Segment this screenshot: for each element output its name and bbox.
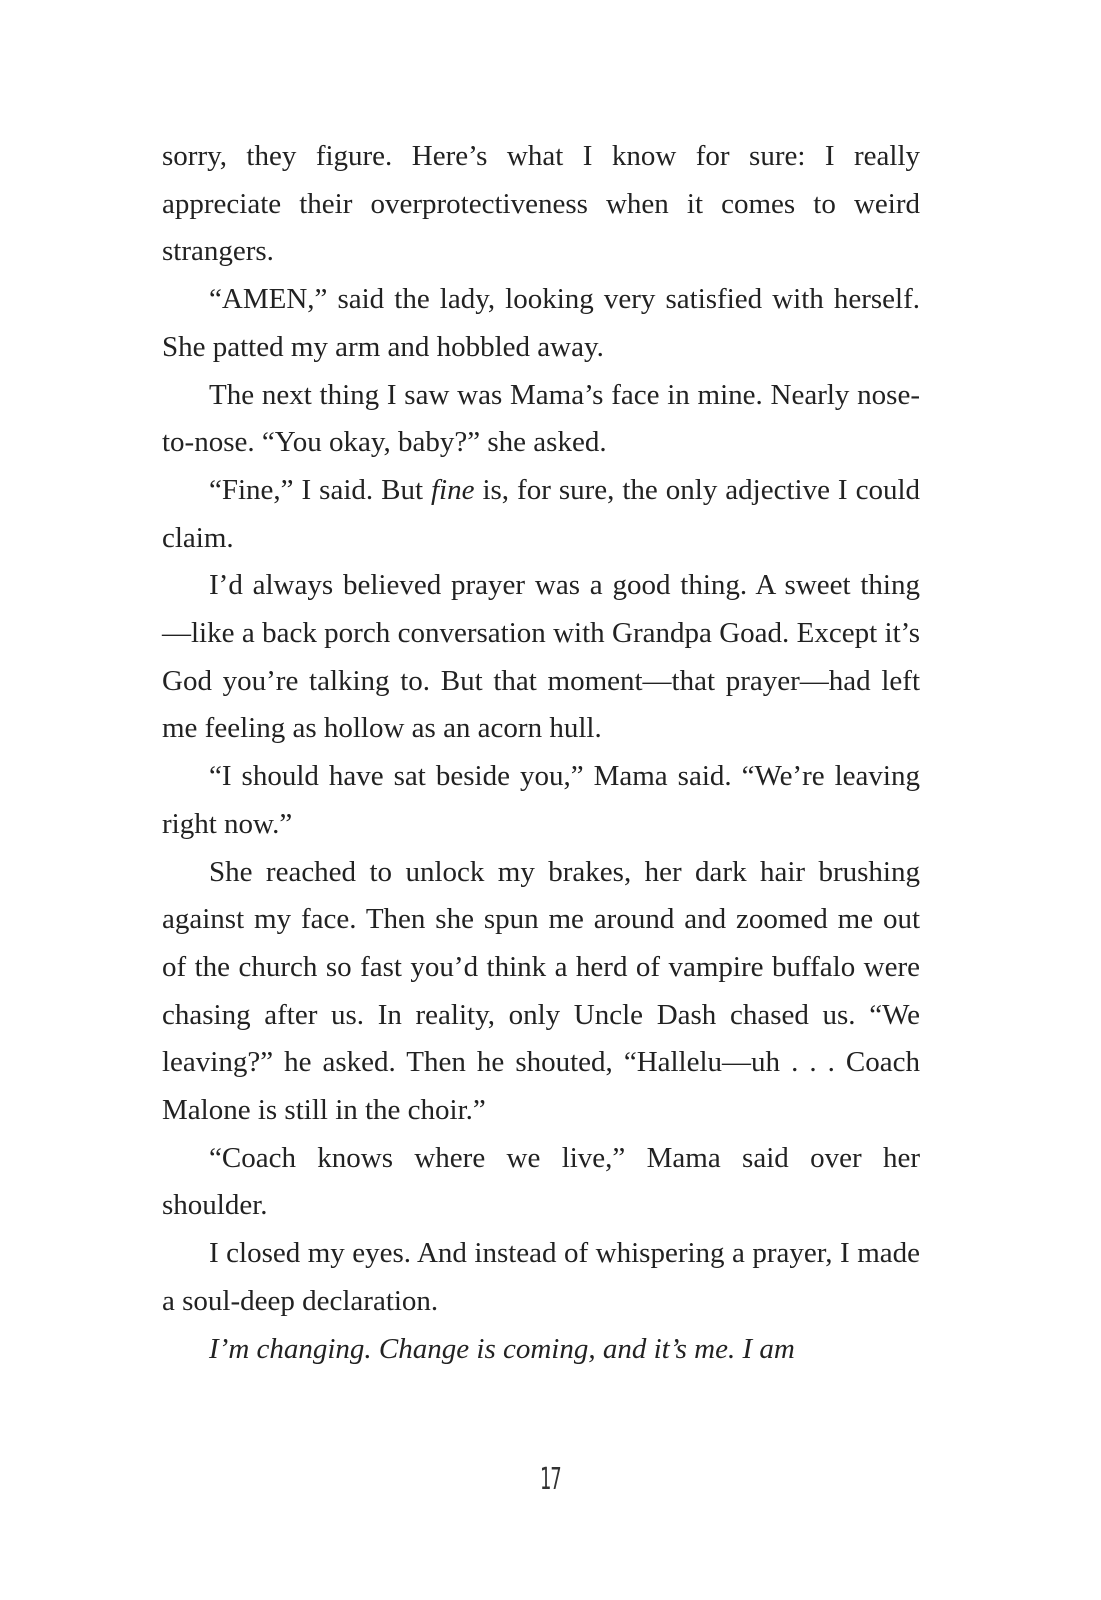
text-run: “Fine,” I said. But xyxy=(209,473,431,506)
paragraph: The next thing I saw was Mama’s face in mine. Nearly nose-to-nose. “You okay, baby?” she asked. xyxy=(162,378,920,459)
paragraph: “AMEN,” said the lady, looking very satisfied with herself. She patted my arm and hobbled away. xyxy=(162,283,920,363)
italic-text-run: fine xyxy=(430,473,475,506)
paragraph: I’d always believed prayer was a good thing. A sweet thing—like a back porch conversation with Grandpa Goad. Except it’s God you’re talking to. But that moment—that prayer—had left me feeling as hollow as an acorn hull. xyxy=(162,569,920,745)
body-text xyxy=(162,133,920,1373)
paragraph-italic: I’m changing. Change is coming, and it’s me. I am xyxy=(209,1332,795,1365)
page-number: 17 xyxy=(540,1462,561,1497)
paragraph: She reached to unlock my brakes, her dark hair brushing against my face. Then she spun me around and zoomed me out of the church so fast you’d think a herd of vampire buffalo were chasing after us. In reality, only Uncle Dash chased us. “We leaving?” he asked. Then he shouted, “Hallelu—uh . . . Coach Malone is still in the choir.” xyxy=(162,855,920,1127)
text-run: is, for sure, the only adjective I could claim. xyxy=(162,473,920,554)
paragraph: sorry, they figure. Here’s what I know for sure: I really appreciate their overprotectiveness when it comes to weird strangers. xyxy=(162,140,920,268)
paragraph: “Coach knows where we live,” Mama said over her shoulder. xyxy=(162,1141,920,1222)
paragraph xyxy=(162,467,920,562)
paragraph: “I should have sat beside you,” Mama said. “We’re leaving right now.” xyxy=(162,760,920,840)
paragraph: I closed my eyes. And instead of whispering a prayer, I made a soul-deep declaration. xyxy=(162,1237,920,1317)
